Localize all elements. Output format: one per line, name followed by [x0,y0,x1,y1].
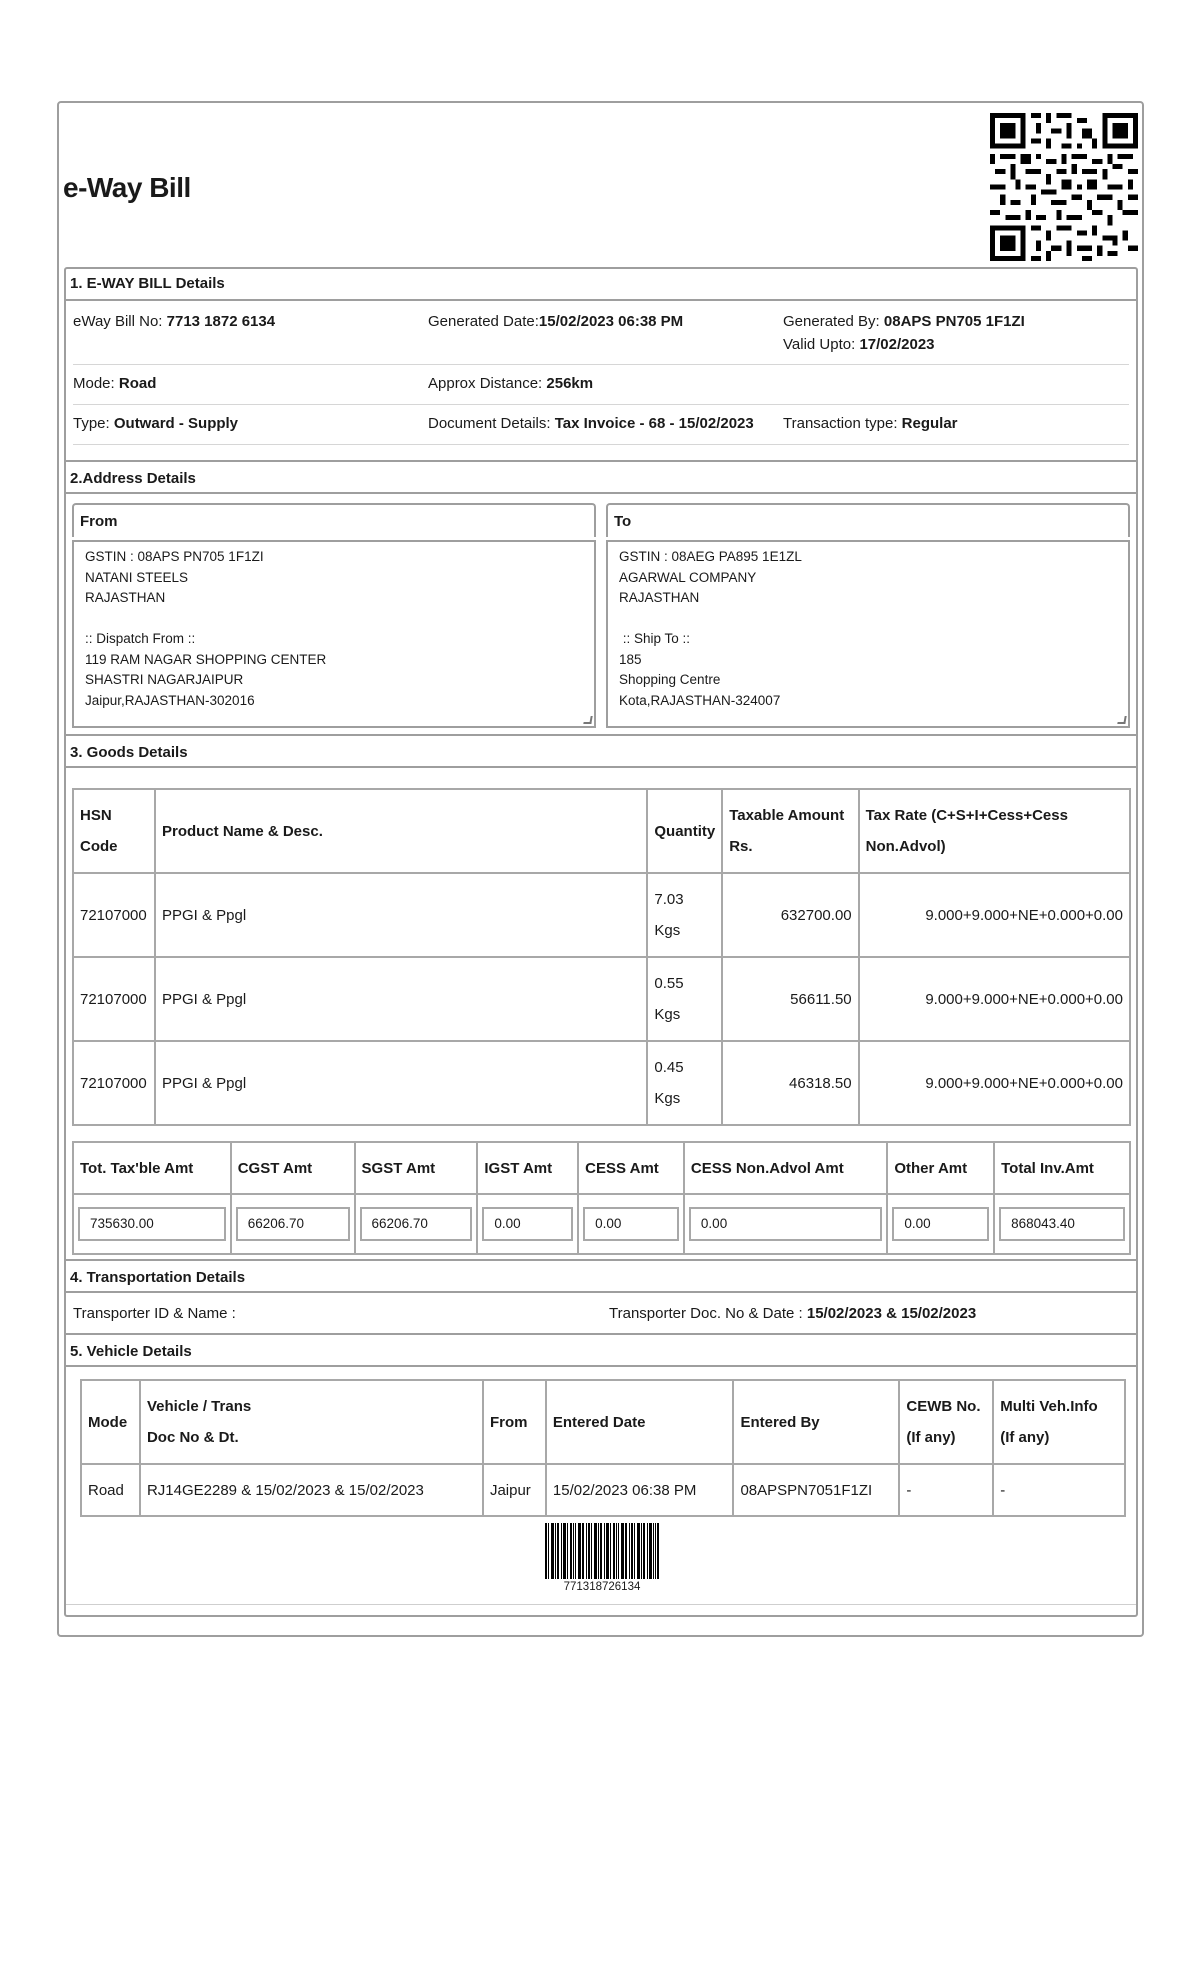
to-label: To [606,503,1130,537]
divider [73,444,1129,445]
barcode-number: 771318726134 [563,1581,641,1593]
taxable-header: Taxable Amount Rs. [722,789,858,873]
totals-value-row [73,1194,1130,1254]
igst-field[interactable]: 0.00 [482,1207,573,1241]
type: Type: Outward - Supply [73,415,239,432]
total-taxable-field[interactable]: 735630.00 [78,1207,226,1241]
resize-handle-icon[interactable] [1117,716,1126,724]
valid-upto: Valid Upto: 17/02/2023 [783,336,935,353]
barcode [545,1523,659,1579]
generated-date: Generated Date:15/02/2023 06:38 PM [428,313,684,330]
vehicle-table [80,1379,1126,1517]
table-row: 72107000 PPGI & Ppgl 7.03 Kgs 632700.00 9.000+9.000+NE+0.000+0.00 [73,873,1130,957]
transporter-doc: Transporter Doc. No & Date : 15/02/2023 & 15/02/2023 [609,1305,977,1322]
goods-table [72,788,1131,1126]
section-eway-bill-details: 1. E-WAY BILL Details [64,267,1138,301]
mode: Mode: Road [73,375,157,392]
section-address-details: 2.Address Details [64,460,1138,494]
to-address-textarea[interactable]: GSTIN : 08AEG PA895 1E1ZL AGARWAL COMPANY RAJASTHAN :: Ship To :: 185 Shopping Centre Kota,RAJASTHAN-324007 [606,540,1130,728]
totals-header-row: Tot. Tax'ble Amt CGST Amt SGST Amt IGST Amt CESS Amt CESS Non.Advol Amt Other Amt Total Inv.Amt [73,1142,1130,1194]
divider [66,1604,1136,1605]
eway-bill-no: eWay Bill No: 7713 1872 6134 [73,313,276,330]
table-row: Road RJ14GE2289 & 15/02/2023 & 15/02/2023 Jaipur 15/02/2023 06:38 PM 08APSPN7051F1ZI - - [81,1464,1125,1516]
document-title: e-Way Bill [63,172,191,203]
tax-rate-header: Tax Rate (C+S+I+Cess+Cess Non.Advol) [859,789,1130,873]
totals-table [72,1141,1131,1255]
product-header: Product Name & Desc. [155,789,647,873]
cess-field[interactable]: 0.00 [583,1207,679,1241]
document-details: Document Details: Tax Invoice - 68 - 15/02/2023 [428,415,754,432]
table-row: 72107000 PPGI & Ppgl 0.45 Kgs 46318.50 9.000+9.000+NE+0.000+0.00 [73,1041,1130,1125]
section-transportation-details: 4. Transportation Details [64,1259,1138,1293]
cgst-field[interactable]: 66206.70 [236,1207,350,1241]
goods-header-row [73,789,1130,873]
from-address-textarea[interactable]: GSTIN : 08APS PN705 1F1ZI NATANI STEELS RAJASTHAN :: Dispatch From :: 119 RAM NAGAR SHOPPING CENTER SHASTRI NAGARJAIPUR Jaipur,RAJASTHAN-302016 [72,540,596,728]
sgst-field[interactable]: 66206.70 [360,1207,473,1241]
from-label: From [72,503,596,537]
hsn-header: HSN Code [73,789,155,873]
table-row: 72107000 PPGI & Ppgl 0.55 Kgs 56611.50 9.000+9.000+NE+0.000+0.00 [73,957,1130,1041]
section-goods-details: 3. Goods Details [64,734,1138,768]
vehicle-header-row: Mode Vehicle / Trans Doc No & Dt. From Entered Date Entered By CEWB No. (If any) Multi Veh.Info (If any) [81,1380,1125,1464]
section-vehicle-details: 5. Vehicle Details [64,1333,1138,1367]
quantity-header: Quantity [647,789,722,873]
total-invoice-field[interactable]: 868043.40 [999,1207,1125,1241]
other-amt-field[interactable]: 0.00 [892,1207,989,1241]
transaction-type: Transaction type: Regular [783,415,958,432]
divider [73,404,1129,405]
cess-non-advol-field[interactable]: 0.00 [689,1207,882,1241]
qr-code [990,113,1138,261]
approx-distance: Approx Distance: 256km [428,375,594,392]
generated-by: Generated By: 08APS PN705 1F1ZI [783,313,1025,330]
resize-handle-icon[interactable] [583,716,592,724]
divider [73,364,1129,365]
transporter-id-name: Transporter ID & Name : [73,1305,236,1322]
